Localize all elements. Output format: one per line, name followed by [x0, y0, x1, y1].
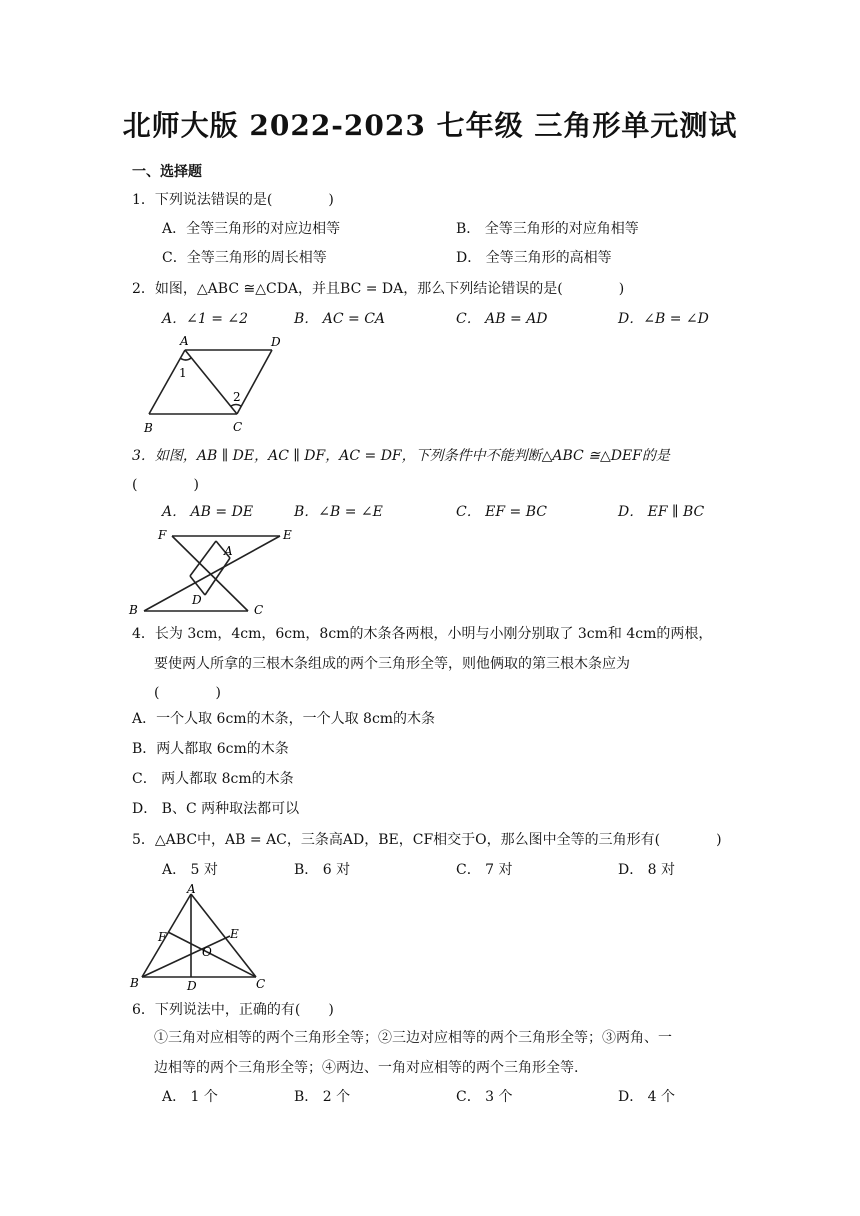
question-5-option-c[interactable]: C． 7 对 [456, 862, 513, 878]
question-6-option-b[interactable]: B． 2 个 [294, 1089, 351, 1105]
fig2-label-c: C [233, 420, 243, 434]
question-6-option-d[interactable]: D． 4 个 [618, 1089, 676, 1105]
question-1-option-d[interactable]: D． 全等三角形的高相等 [456, 250, 612, 266]
fig5-label-b: B [130, 976, 139, 990]
question-1-option-c[interactable]: C．全等三角形的周长相等 [162, 250, 327, 266]
question-4-option-a[interactable]: A．一个人取 6cm的木条，一个人取 8cm的木条 [132, 711, 436, 727]
question-3-option-c[interactable]: C． EF = BC [456, 504, 547, 520]
question-4-option-d[interactable]: D． B、C 两种取法都可以 [132, 801, 300, 817]
fig5-label-f: F [158, 930, 167, 944]
question-5-figure [128, 884, 268, 994]
fig3-label-c: C [254, 603, 264, 616]
question-5-option-b[interactable]: B． 6 对 [294, 862, 351, 878]
question-3-option-b[interactable]: B．∠B = ∠E [294, 504, 383, 520]
fig3-label-a: A [224, 544, 233, 558]
question-6-body-line-2: 边相等的两个三角形全等；④两边、一角对应相等的两个三角形全等. [154, 1060, 579, 1076]
question-6-option-a[interactable]: A． 1 个 [162, 1089, 218, 1105]
question-2-figure [138, 332, 288, 438]
fig5-label-a: A [187, 884, 196, 896]
question-3-option-d[interactable]: D． EF ∥ BC [618, 504, 705, 520]
question-6-option-c[interactable]: C． 3 个 [456, 1089, 513, 1105]
fig5-label-c: C [256, 977, 266, 991]
question-1-stem: 1．下列说法错误的是( ) [132, 192, 334, 208]
question-4-stem-line-2: 要使两人所拿的三根木条组成的两个三角形全等，则他俩取的第三根木条应为 [154, 656, 630, 672]
question-2-stem: 2．如图，△ABC ≅△CDA，并且BC = DA，那么下列结论错误的是( ) [132, 281, 625, 297]
question-2-option-c[interactable]: C． AB = AD [456, 311, 548, 327]
fig3-label-f: F [158, 528, 167, 542]
fig5-label-o: O [202, 945, 212, 959]
question-3-figure [126, 524, 306, 616]
fig2-label-2: 2 [233, 390, 241, 404]
fig2-label-1: 1 [179, 366, 187, 380]
question-4-option-b[interactable]: B．两人都取 6cm的木条 [132, 741, 289, 757]
question-2-option-a[interactable]: A．∠1 = ∠2 [162, 311, 249, 327]
question-3-stem: 3．如图，AB ∥ DE，AC ∥ DF，AC = DF，下列条件中不能判断△ABC ≅△DEF的是 [132, 448, 670, 464]
question-5-option-d[interactable]: D． 8 对 [618, 862, 676, 878]
fig5-label-d: D [187, 979, 197, 993]
question-4-stem-line-1: 4．长为 3cm，4cm，6cm，8cm的木条各两根，小明与小刚分别取了 3cm和 4cm的两根， [132, 626, 713, 642]
fig3-label-e: E [283, 528, 292, 542]
fig3-label-b: B [129, 603, 138, 616]
question-3-paren: ( ) [132, 477, 199, 493]
question-5-option-a[interactable]: A． 5 对 [162, 862, 218, 878]
question-4-option-c[interactable]: C． 两人都取 8cm的木条 [132, 771, 294, 787]
question-1-option-a[interactable]: A．全等三角形的对应边相等 [162, 221, 341, 237]
section-heading: 一、选择题 [132, 164, 202, 180]
question-3-option-a[interactable]: A． AB = DE [162, 504, 254, 520]
question-6-body-line-1: ①三角对应相等的两个三角形全等；②三边对应相等的两个三角形全等；③两角、一 [154, 1030, 672, 1046]
fig2-label-b: B [144, 421, 153, 435]
question-6-stem: 6．下列说法中，正确的有( ) [132, 1002, 334, 1018]
page-title: 北师大版 2022-2023 七年级 三角形单元测试 [122, 109, 738, 142]
fig2-label-a: A [180, 334, 189, 348]
question-1-option-b[interactable]: B． 全等三角形的对应角相等 [456, 221, 639, 237]
question-5-stem: 5．△ABC中，AB = AC，三条高AD，BE，CF相交于O，那么图中全等的三角形有( ) [132, 832, 722, 848]
fig5-label-e: E [230, 927, 239, 941]
question-2-option-d[interactable]: D．∠B = ∠D [618, 311, 709, 327]
question-2-option-b[interactable]: B． AC = CA [294, 311, 386, 327]
fig2-label-d: D [271, 335, 281, 349]
fig3-label-d: D [192, 593, 202, 607]
question-4-paren: ( ) [154, 685, 221, 701]
